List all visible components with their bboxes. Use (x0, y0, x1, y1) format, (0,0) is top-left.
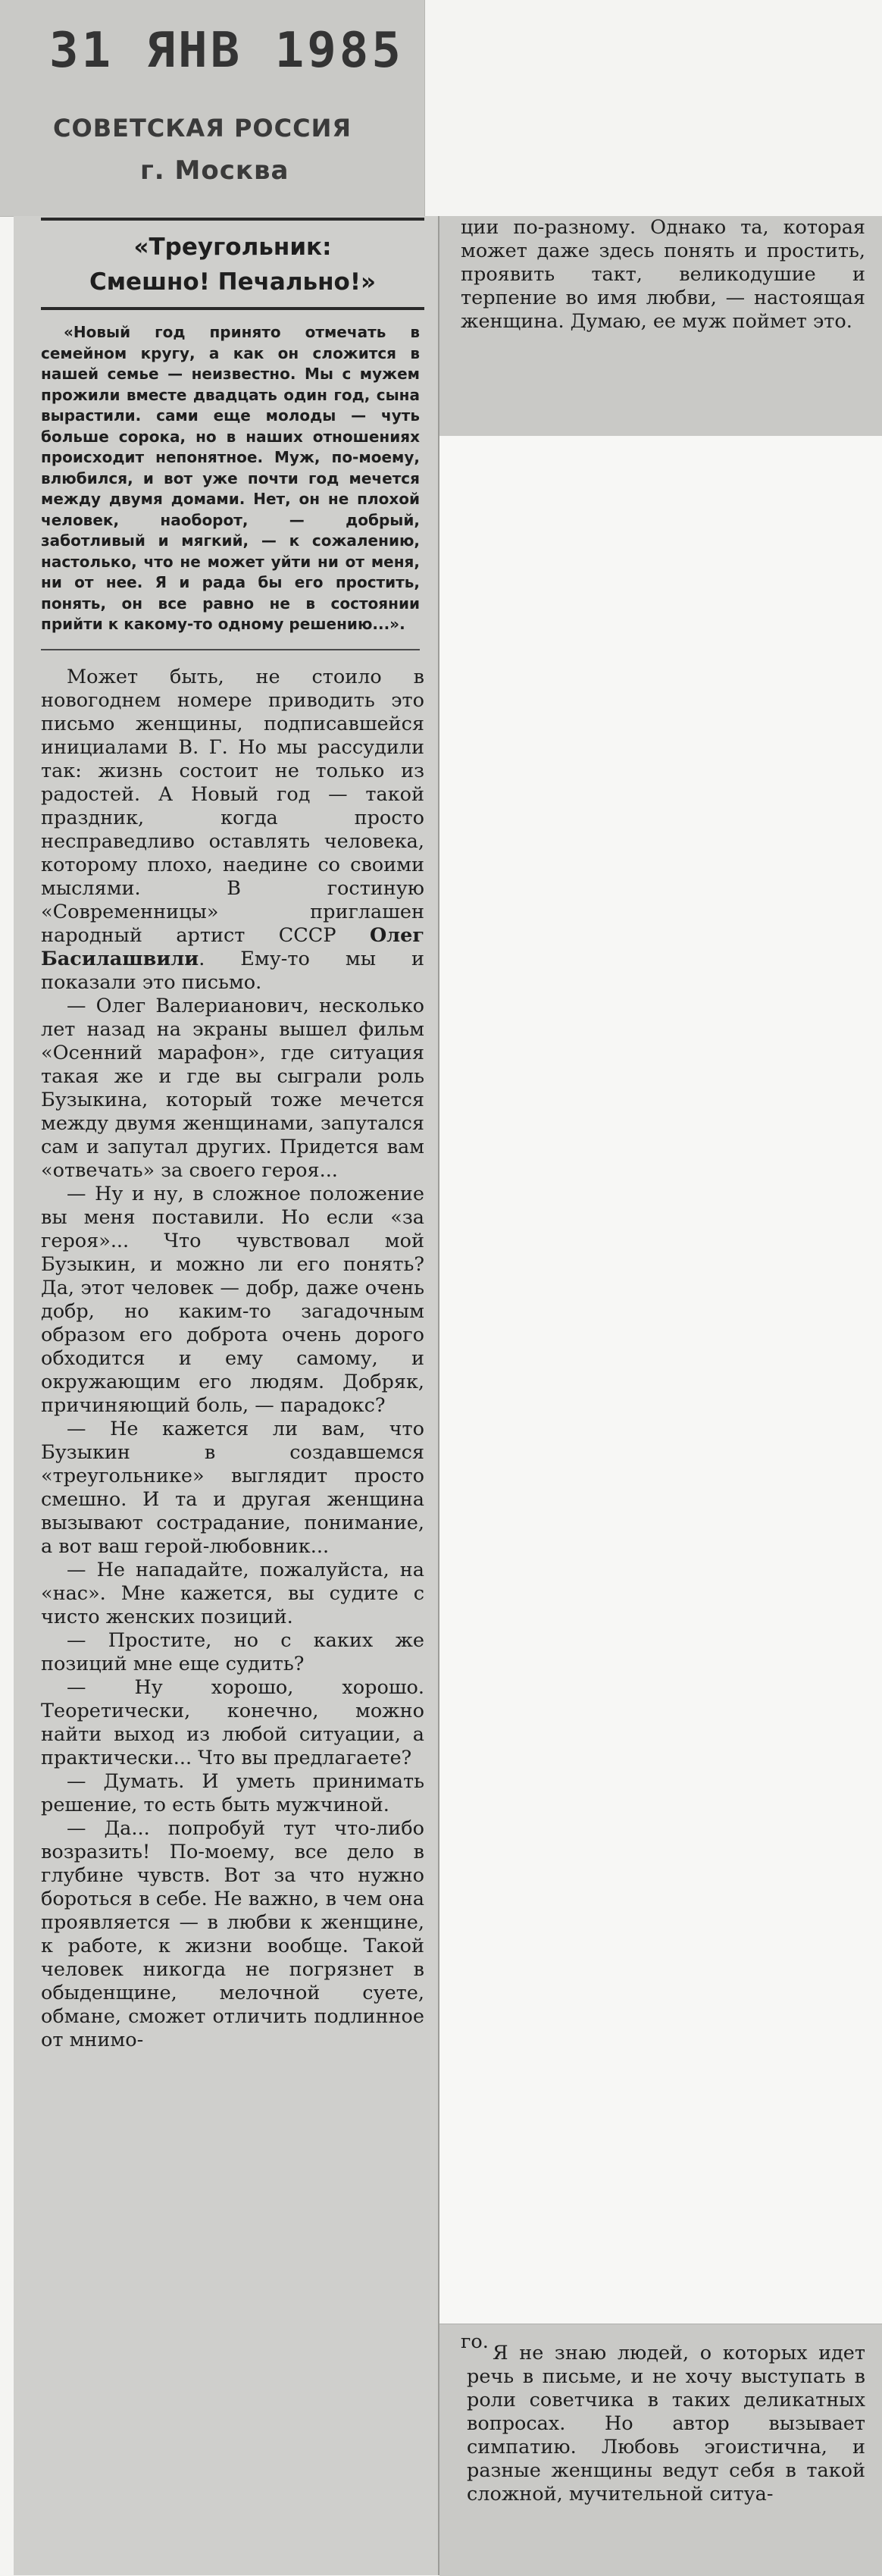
right-column-text (467, 2342, 865, 2506)
article-paragraph: — Не кажется ли вам, что Бузыкин в создавшемся «треугольнике» выглядит просто смешно. И та и другая женщина вызывают сострадание, понимание, а вот ваш герой-любовник... (41, 1417, 424, 1558)
guest-name: Олег Басилашвили (41, 923, 424, 970)
article-paragraph: — Простите, но с каких же позиций мне еще судить? (41, 1628, 424, 1675)
article-lead-letter: «Новый год принято отмечать в семейном кругу, а как он сложится в нашей семье — неизвестно. Мы с мужем прожили вместе двадцать один год, сына вырастили. сами еще молоды — чуть больше сорока, но в наших отношениях происходит непонятное. Муж, по-моему, влюбился, и вот уже почти год мечется между двумя домами. Нет, он не плохой человек, наоборот, — добрый, заботливый и мягкий, — к сожалению, настолько, что не может уйти ни от меня, ни от нее. Я и рада бы его простить, понять, он все равно не в состоянии прийти к какому-то одному решению...». (41, 322, 420, 650)
article-paragraph (41, 666, 424, 995)
article-paragraph: ции по-разному. Однако та, которая может даже здесь понять и простить, проявить такт, великодушие и терпение во имя любви, — настоящая женщина. Думаю, ее муж поймет это. (461, 216, 865, 333)
blank-backing-paper (439, 436, 882, 2324)
headline-line-1: «Треугольник: (133, 233, 332, 261)
stamp-newspaper-name: СОВЕТСКАЯ РОССИЯ (53, 114, 352, 143)
paragraph-text: Может быть, не стоило в новогоднем номере приводить это письмо женщины, подписавшейся инициалами В. Г. Но мы рассудили так: жизнь состоит не только из радостей. А Новый год — такой праздник, когда просто несправедливо оставлять человека, которому плохо, наедине со своими мыслями. В гостиную «Современницы» приглашен народный артист СССР (41, 665, 424, 947)
article-right-column-top (439, 216, 882, 437)
article-paragraph: Я не знаю людей, о которых идет речь в письме, и не хочу выступать в роли советчика в таких деликатных вопросах. Но автор вызывает симпатию. Любовь эгоистична, и разные женщины ведут себя в такой сложной, мучительной ситуа- (467, 2342, 865, 2505)
word-continuation: го. (461, 2330, 489, 2353)
stamp-date: 31 ЯНВ 1985 (49, 23, 404, 79)
article-paragraph: — Ну и ну, в сложное положение вы меня поставили. Но если «за героя»... Что чувствовал мой Бузыкин, и можно ли его понять? Да, этот человек — добр, даже очень добр, но каким-то загадочным образом его доброта очень дорого обходится и ему самому, и окружающим его людям. Добряк, причиняющий боль, — парадокс? (41, 1182, 424, 1417)
headline-top-rule (41, 218, 424, 221)
article-paragraph: — Ну хорошо, хорошо. Теоретически, конечно, можно найти выход из любой ситуации, а практически... Что вы предлагаете? (41, 1675, 424, 1769)
paragraph-tail: . Ему-то мы и показали это письмо. (41, 947, 424, 994)
headline-line-2: Смешно! Печально!» (89, 268, 377, 296)
article-left-column (14, 216, 439, 2575)
article-paragraph: — Олег Валерианович, несколько лет назад на экраны вышел фильм «Осенний марафон», где ситуация такая же и где вы сыграли роль Бузыкина, который тоже мечется между двумя женщинами, запутался сам и запутал других. Придется вам «отвечать» за своего героя... (41, 994, 424, 1182)
article-right-column-bottom (439, 2324, 882, 2576)
right-column-text (461, 216, 865, 334)
article-headline (41, 230, 424, 299)
archive-stamp (0, 0, 425, 217)
article-paragraph: — Не нападайте, пожалуйста, на «нас». Мне кажется, вы судите с чисто женских позиций. (41, 1558, 424, 1628)
article-paragraph: — Да... попробуй тут что-либо возразить! По-моему, все дело в глубине чувств. Вот за что нужно бороться в себе. Не важно, в чем она проявляется — в любви к женщине, к работе, к жизни вообще. Такой человек никогда не погрязнет в обыденщине, мелочной суете, обмане, сможет отличить подлинное от мнимо- (41, 1816, 424, 2051)
stamp-city: г. Москва (140, 155, 289, 186)
headline-bottom-rule (41, 307, 424, 310)
article-paragraph: — Думать. И уметь принимать решение, то есть быть мужчиной. (41, 1769, 424, 1816)
article-body (41, 666, 424, 2052)
